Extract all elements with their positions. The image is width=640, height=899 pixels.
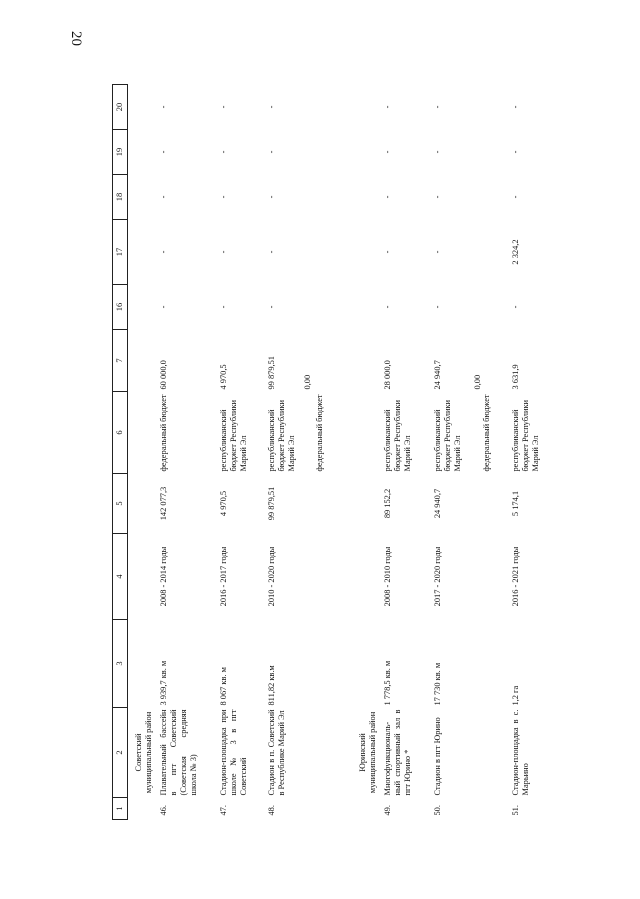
total-cost: 24 940,7 (433, 488, 443, 519)
col-16: - (159, 305, 169, 309)
funding-source: республиканский бюджет Республики Марий Эл (219, 399, 249, 472)
total-cost: 4 970,5 (219, 490, 229, 517)
col-18: - (433, 195, 443, 199)
col-18: - (159, 195, 169, 199)
amount: 24 940,7 (433, 360, 443, 390)
row-number: 51. (511, 805, 521, 816)
object-name: Плавательный бассейн в пгт Советский (Советская средняя школа № 3) (159, 709, 199, 796)
funding-source: республиканский бюджет Республики Марий Эл (383, 399, 413, 472)
col-17: - (159, 250, 169, 254)
district-name: Советский муниципальный район (134, 711, 154, 794)
amount-2: 0,00 (473, 374, 483, 390)
column-header: 18 (113, 175, 128, 220)
col-16: - (433, 305, 443, 309)
row-number: 48. (267, 805, 277, 816)
column-header: 1 (113, 798, 128, 820)
col-16: - (267, 305, 277, 309)
col-20: - (159, 105, 169, 109)
col-17: - (219, 250, 229, 254)
column-header: 20 (113, 85, 128, 130)
amount: 3 631,9 (511, 364, 521, 390)
amount-cell (264, 330, 352, 392)
col-18: - (219, 195, 229, 199)
col-19: - (159, 150, 169, 154)
column-header: 5 (113, 474, 128, 534)
years: 2016 - 2017 годы (219, 546, 229, 607)
column-header: 17 (113, 220, 128, 285)
col-19: - (511, 150, 521, 154)
total-cost: 5 174,1 (511, 490, 521, 517)
rotated-page-content (112, 85, 612, 820)
column-header: 16 (113, 285, 128, 330)
row-number: 50. (433, 805, 443, 816)
object-name: Стадион-площадка в с. Марьино (511, 709, 531, 796)
col-19: - (383, 150, 393, 154)
funding-source: федеральный бюджет (159, 394, 169, 472)
object-name: Стадион в пгт Юрино (433, 717, 443, 796)
column-header: 19 (113, 130, 128, 175)
col-16: - (219, 305, 229, 309)
col-20: - (383, 105, 393, 109)
col-19: - (433, 150, 443, 154)
capacity: 8 067 кв. м (219, 667, 229, 706)
col-20: - (433, 105, 443, 109)
years: 2008 - 2014 годы (159, 546, 169, 607)
column-header: 6 (113, 392, 128, 474)
years: 2010 - 2020 годы (267, 546, 277, 607)
table-row (380, 85, 430, 820)
col-16: - (511, 305, 521, 309)
column-header: 4 (113, 534, 128, 620)
years: 2016 - 2021 годы (511, 546, 521, 607)
amount-cell (430, 330, 508, 392)
group-row (352, 85, 380, 820)
amount: 60 000,0 (159, 360, 169, 390)
capacity: 1 778,5 кв. м (383, 660, 393, 706)
amount: 99 879,51 (267, 356, 277, 390)
column-header: 7 (113, 330, 128, 392)
table-row (264, 85, 352, 820)
funding-source-2: федеральный бюджет (315, 394, 325, 472)
total-cost: 89 152,2 (383, 488, 393, 519)
column-header: 2 (113, 708, 128, 798)
funding-source-cell (264, 392, 352, 474)
col-18: - (511, 195, 521, 199)
funding-source: республиканский бюджет Республики Марий Эл (267, 399, 297, 472)
page-number: 20 (68, 31, 84, 46)
column-header: 3 (113, 620, 128, 708)
funding-source-cell (430, 392, 508, 474)
col-17: - (267, 250, 277, 254)
years: 2008 - 2010 годы (383, 546, 393, 607)
objects-table (112, 84, 560, 820)
table-row (216, 85, 264, 820)
table-row (508, 85, 560, 820)
funding-source: республиканский бюджет Республики Марий Эл (511, 399, 541, 472)
col-19: - (219, 150, 229, 154)
col-20: - (267, 105, 277, 109)
col-20: - (511, 105, 521, 109)
header-row (113, 85, 128, 820)
capacity: 17 730 кв. м (433, 662, 443, 706)
col-18: - (383, 195, 393, 199)
capacity: 1,2 га (511, 685, 521, 706)
amount: 4 970,5 (219, 364, 229, 390)
total-cost: 142 077,3 (159, 486, 169, 521)
years: 2017 - 2020 годы (433, 546, 443, 607)
total-cost: 99 879,51 (267, 486, 277, 521)
table-row (430, 85, 508, 820)
district-name: Юринский муниципальный район (358, 711, 378, 794)
col-17: - (433, 250, 443, 254)
row-number: 46. (159, 805, 169, 816)
row-number: 47. (219, 805, 229, 816)
col-17: 2 324,2 (511, 239, 521, 265)
funding-source-2: федеральный бюджет (481, 394, 491, 472)
col-19: - (267, 150, 277, 154)
capacity: 3 939,7 кв. м (159, 660, 169, 706)
object-name: Стадион-площадка при школе № 3 в пгт Советский (219, 709, 249, 796)
capacity: 811,82 кв.м (267, 665, 277, 706)
amount-2: 0,00 (303, 374, 313, 390)
col-16: - (383, 305, 393, 309)
group-row (128, 85, 157, 820)
object-name: Многофункциональ-ный спортивный зал в пгт Юрино * (383, 709, 413, 796)
table-row (156, 85, 216, 820)
col-20: - (219, 105, 229, 109)
funding-source: республиканский бюджет Республики Марий Эл (433, 399, 463, 472)
col-18: - (267, 195, 277, 199)
object-name: Стадион в п. Советский в Республике Марий Эл (267, 709, 287, 796)
amount: 28 000,0 (383, 360, 393, 390)
row-number: 49. (383, 805, 393, 816)
col-17: - (383, 250, 393, 254)
